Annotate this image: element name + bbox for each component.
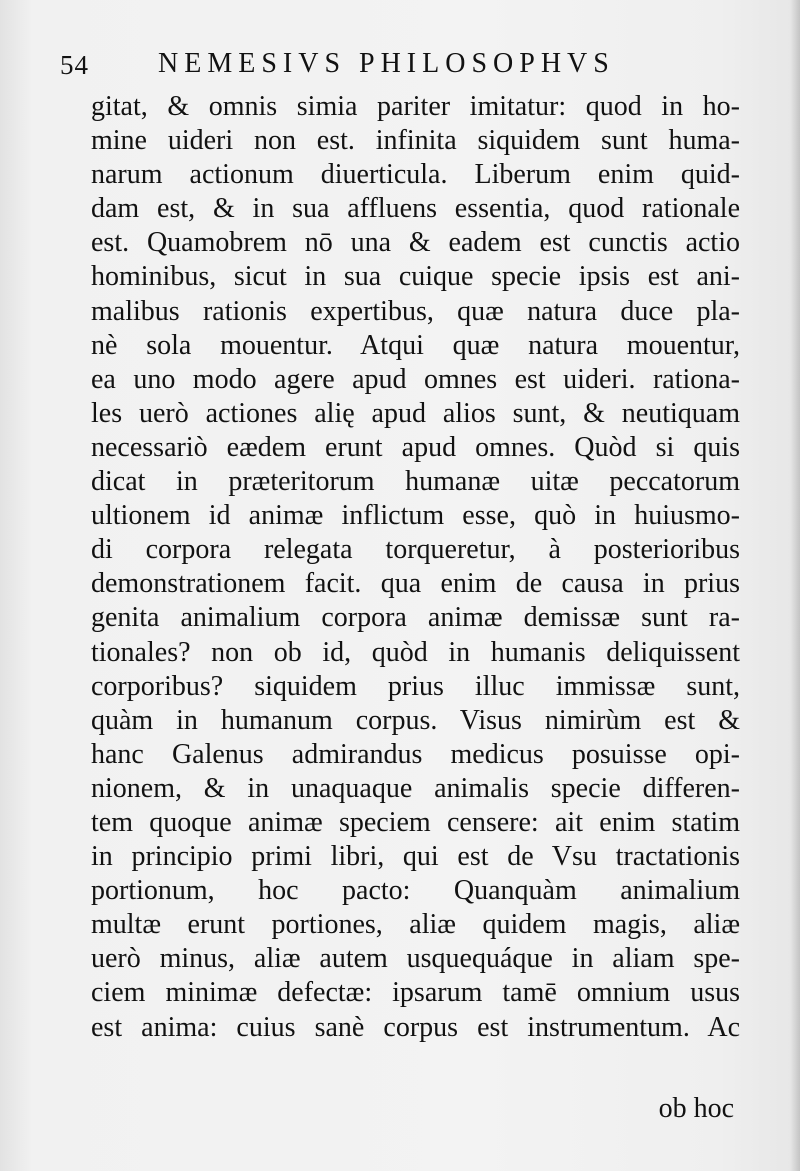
text-line: demonstrationem facit. qua enim de causa in prius bbox=[91, 568, 740, 600]
body-text bbox=[91, 90, 740, 1045]
text-line: les uerò actiones alię apud alios sunt, & neutiquam bbox=[91, 397, 740, 429]
text-line: ea uno modo agere apud omnes est uideri. rationa- bbox=[91, 363, 740, 395]
text-line: necessariò eædem erunt apud omnes. Quòd si quis bbox=[91, 431, 740, 463]
text-line: multæ erunt portiones, aliæ quidem magis, aliæ bbox=[91, 909, 740, 941]
text-line: hanc Galenus admirandus medicus posuisse opi- bbox=[91, 738, 740, 770]
text-line: est. Quamobrem nō una & eadem est cunctis actio bbox=[91, 227, 740, 259]
text-line: corporibus? siquidem prius illuc immissæ sunt, bbox=[91, 670, 740, 702]
text-line: gitat, & omnis simia pariter imitatur: quod in ho- bbox=[91, 91, 740, 122]
text-line: portionum, hoc pacto: Quanquàm animalium bbox=[91, 875, 740, 907]
text-line: genita animalium corpora animæ demissæ sunt ra- bbox=[91, 602, 740, 634]
text-line: tem quoque animæ speciem censere: ait enim statim bbox=[91, 806, 740, 838]
text-line: nè sola mouentur. Atqui quæ natura mouentur, bbox=[91, 329, 740, 361]
page-number: 54 bbox=[60, 50, 89, 80]
text-line: mine uideri non est. infinita siquidem sunt huma- bbox=[91, 125, 740, 157]
text-line: malibus rationis expertibus, quæ natura duce pla- bbox=[91, 295, 740, 327]
text-line: quàm in humanum corpus. Visus nimirùm est & bbox=[91, 704, 740, 736]
text-line: est anima: cuius sanè corpus est instrumentum. Ac bbox=[91, 1011, 740, 1043]
text-line: dicat in præteritorum humanæ uitæ peccatorum bbox=[91, 466, 740, 498]
text-line: ciem minimæ defectæ: ipsarum tamē omnium usus bbox=[91, 977, 740, 1009]
page-header bbox=[60, 46, 700, 86]
catchword: ob hoc bbox=[658, 1093, 734, 1124]
text-line: in principio primi libri, qui est de Vsu tractationis bbox=[91, 841, 740, 873]
text-line: nionem, & in unaquaque animalis specie differen- bbox=[91, 772, 740, 804]
running-head: NEMESIVS PHILOSOPHVS bbox=[158, 48, 615, 79]
text-line: dam est, & in sua affluens essentia, quod rationale bbox=[91, 193, 740, 225]
text-line: di corpora relegata torqueretur, à posterioribus bbox=[91, 534, 740, 566]
text-line: narum actionum diuerticula. Liberum enim quid- bbox=[91, 159, 740, 191]
text-line: ultionem id animæ inflictum esse, quò in huiusmo- bbox=[91, 500, 740, 532]
text-line: tionales? non ob id, quòd in humanis deliquissent bbox=[91, 636, 740, 668]
text-line: hominibus, sicut in sua cuique specie ipsis est ani- bbox=[91, 261, 740, 293]
text-line: uerò minus, aliæ autem usquequáque in aliam spe- bbox=[91, 943, 740, 975]
